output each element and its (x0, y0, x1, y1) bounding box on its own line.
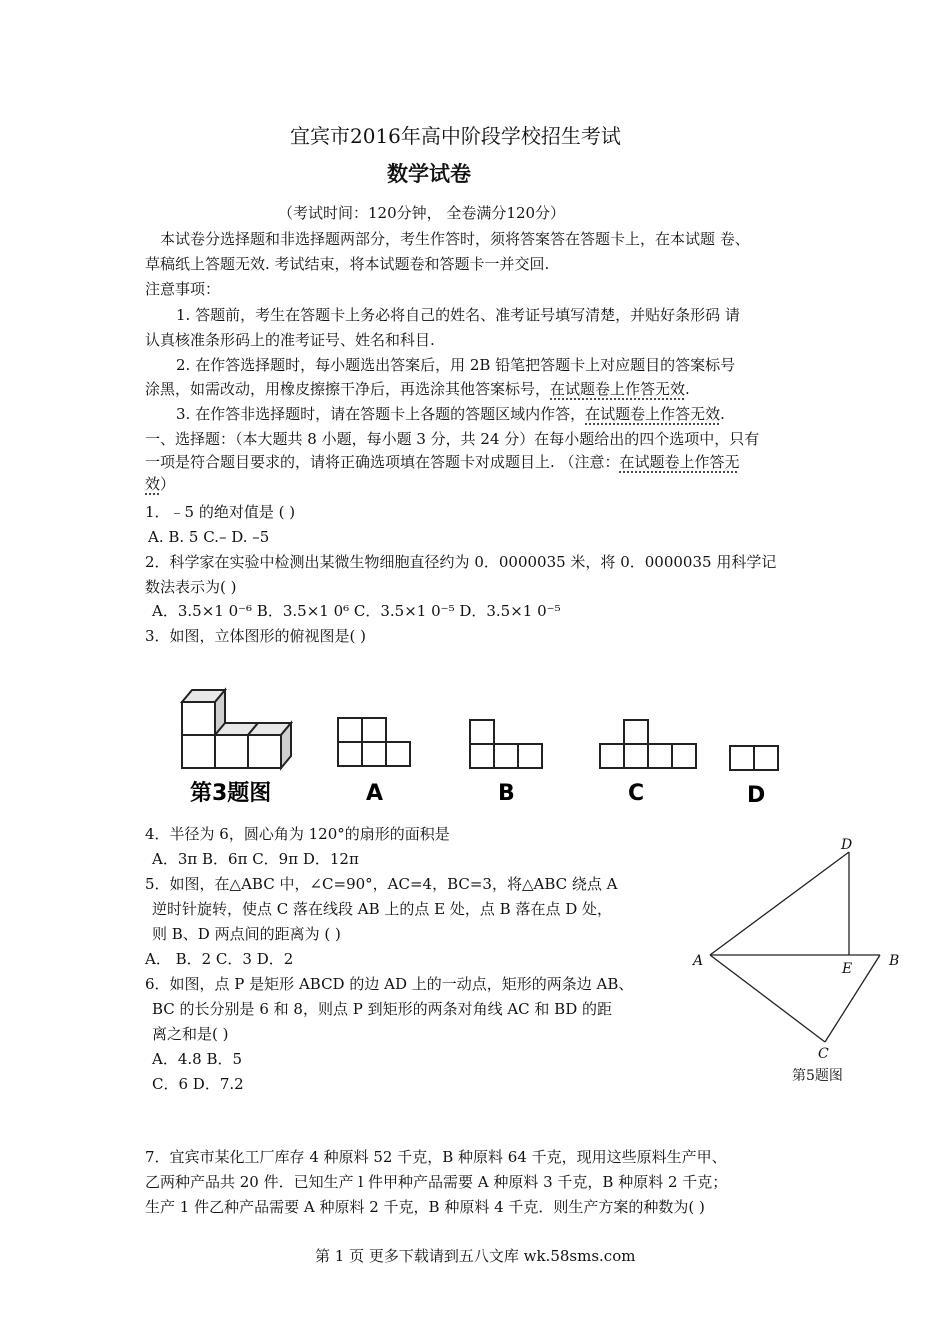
question-7-line-2: 乙两种产品共 20 件．已知生产 l 件甲种产品需要 A 种原料 3 千克，B 种原料 2 千克； (145, 1173, 728, 1191)
emphasis-dotted: 在试题卷上作答无 (619, 453, 740, 471)
point-d-label: D (841, 837, 853, 853)
question-2-line-1: 2．科学家在实验中检测出某微生物细胞直径约为 0．0000035 米，将 0．0000035 用科学记 (145, 553, 777, 571)
question-6-line-1: 6．如图，点 P 是矩形 ABCD 的边 AD 上的一动点，矩形的两条边 AB、 (145, 975, 634, 993)
question-6-options-2: C．6 D．7.2 (152, 1075, 244, 1093)
solid-figure (182, 690, 291, 768)
point-c-label: C (818, 1046, 829, 1062)
question-6-line-3: 离之和是( ) (152, 1025, 229, 1043)
section-1-line-1: 一、选择题：（本大题共 8 小题，每小题 3 分，共 24 分）在每小题给出的四个选项中，只有 (145, 430, 760, 448)
figure-5-caption: 第5题图 (792, 1068, 843, 1084)
figure-3-caption: 第3题图 (190, 781, 272, 806)
segment-ad (710, 852, 849, 955)
question-5-options: A． B．2 C．3 D．2 (145, 950, 294, 968)
notes-heading: 注意事项： (145, 280, 221, 298)
option-c-label: C (628, 781, 645, 806)
question-6-line-2: BC 的长分别是 6 和 8，则点 P 到矩形的两条对角线 AC 和 BD 的距 (152, 1000, 612, 1018)
option-a-view (338, 718, 410, 766)
option-d-label: D (747, 783, 766, 808)
emphasis-dotted: 在试题卷上作答无效 (550, 380, 686, 398)
intro-line-2: 草稿纸上答题无效. 考试结束，将本试题卷和答题卡一并交回. (145, 255, 550, 273)
question-2-options: A．3.5×1 0⁻⁶ B．3.5×1 0⁶ C．3.5×1 0⁻⁵ D．3.5×1 0⁻⁵ (152, 602, 561, 620)
paper-subtitle: 数学试卷 (387, 161, 471, 186)
option-d-view (730, 746, 778, 770)
note-1-line-2: 认真核准条形码上的准考证号、姓名和科目. (145, 331, 435, 349)
intro-line-1: 本试卷分选择题和非选择题两部分，考生作答时，须将答案答在答题卡上，在本试题 卷、 (160, 230, 750, 248)
question-5-line-3: 则 B、D 两点间的距离为 ( ) (152, 925, 341, 943)
note-1-line-1: 1. 答题前，考生在答题卡上务必将自己的姓名、准考证号填写清楚，并贴好条形码 请 (176, 306, 740, 324)
page-footer: 第 1 页 更多下载请到五八文库 wk.58sms.com (315, 1247, 636, 1265)
point-e-label: E (842, 961, 853, 977)
question-7-line-3: 生产 1 件乙种产品需要 A 种原料 2 千克，B 种原料 4 千克．则生产方案的种数为( ) (145, 1198, 705, 1216)
section-1-line-2: 一项是符合题目要求的，请将正确选项填在答题卡对成题目上. （注意：在试题卷上作答无 (145, 453, 740, 471)
note-2-line-1: 2. 在作答选择题时，每小题选出答案后，用 2B 铅笔把答题卡上对应题目的答案标号 (176, 356, 736, 374)
question-7-line-1: 7．宜宾市某化工厂库存 4 种原料 52 千克，B 种原料 64 千克，现用这些原料生产甲、 (145, 1148, 727, 1166)
exam-title: 宜宾市2016年高中阶段学校招生考试 (290, 124, 621, 148)
figure-5 (680, 830, 920, 1090)
segment-ac (710, 955, 825, 1042)
question-5-line-2: 逆时针旋转，使点 C 落在线段 AB 上的点 E 处，点 B 落在点 D 处， (152, 900, 613, 918)
segment-cb (825, 955, 880, 1042)
option-a-label: A (366, 781, 384, 806)
question-5-line-1: 5．如图，在△ABC 中，∠C=90°，AC=4，BC=3，将△ABC 绕点 A (145, 875, 618, 893)
option-b-view (470, 720, 542, 768)
point-a-label: A (693, 953, 704, 969)
question-1: 1．﹣5 的绝对值是 ( ) (145, 503, 296, 521)
question-4-options: A．3π B．6π C．9π D．12π (152, 850, 359, 868)
question-6-options-1: A．4.8 B．5 (152, 1050, 243, 1068)
note-3: 3. 在作答非选择题时，请在答题卡上各题的答题区域内作答，在试题卷上作答无效. (176, 405, 725, 423)
note-2-line-2: 涂黑，如需改动，用橡皮擦擦干净后，再选涂其他答案标号，在试题卷上作答无效. (145, 380, 690, 398)
question-2-line-2: 数法表示为( ) (145, 578, 237, 596)
figure-3 (170, 680, 810, 810)
section-1-line-3: 效） (145, 475, 176, 493)
question-1-options: A. B. 5 C.– D. –5 (148, 528, 270, 546)
option-b-label: B (498, 781, 515, 806)
option-c-view (600, 720, 696, 768)
point-b-label: B (889, 953, 900, 969)
question-4: 4．半径为 6，圆心角为 120°的扇形的面积是 (145, 825, 450, 843)
exam-info: （考试时间：120分钟， 全卷满分120分） (278, 204, 566, 222)
question-3: 3．如图，立体图形的俯视图是( ) (145, 627, 367, 645)
emphasis-dotted: 在试题卷上作答无效 (585, 405, 721, 423)
